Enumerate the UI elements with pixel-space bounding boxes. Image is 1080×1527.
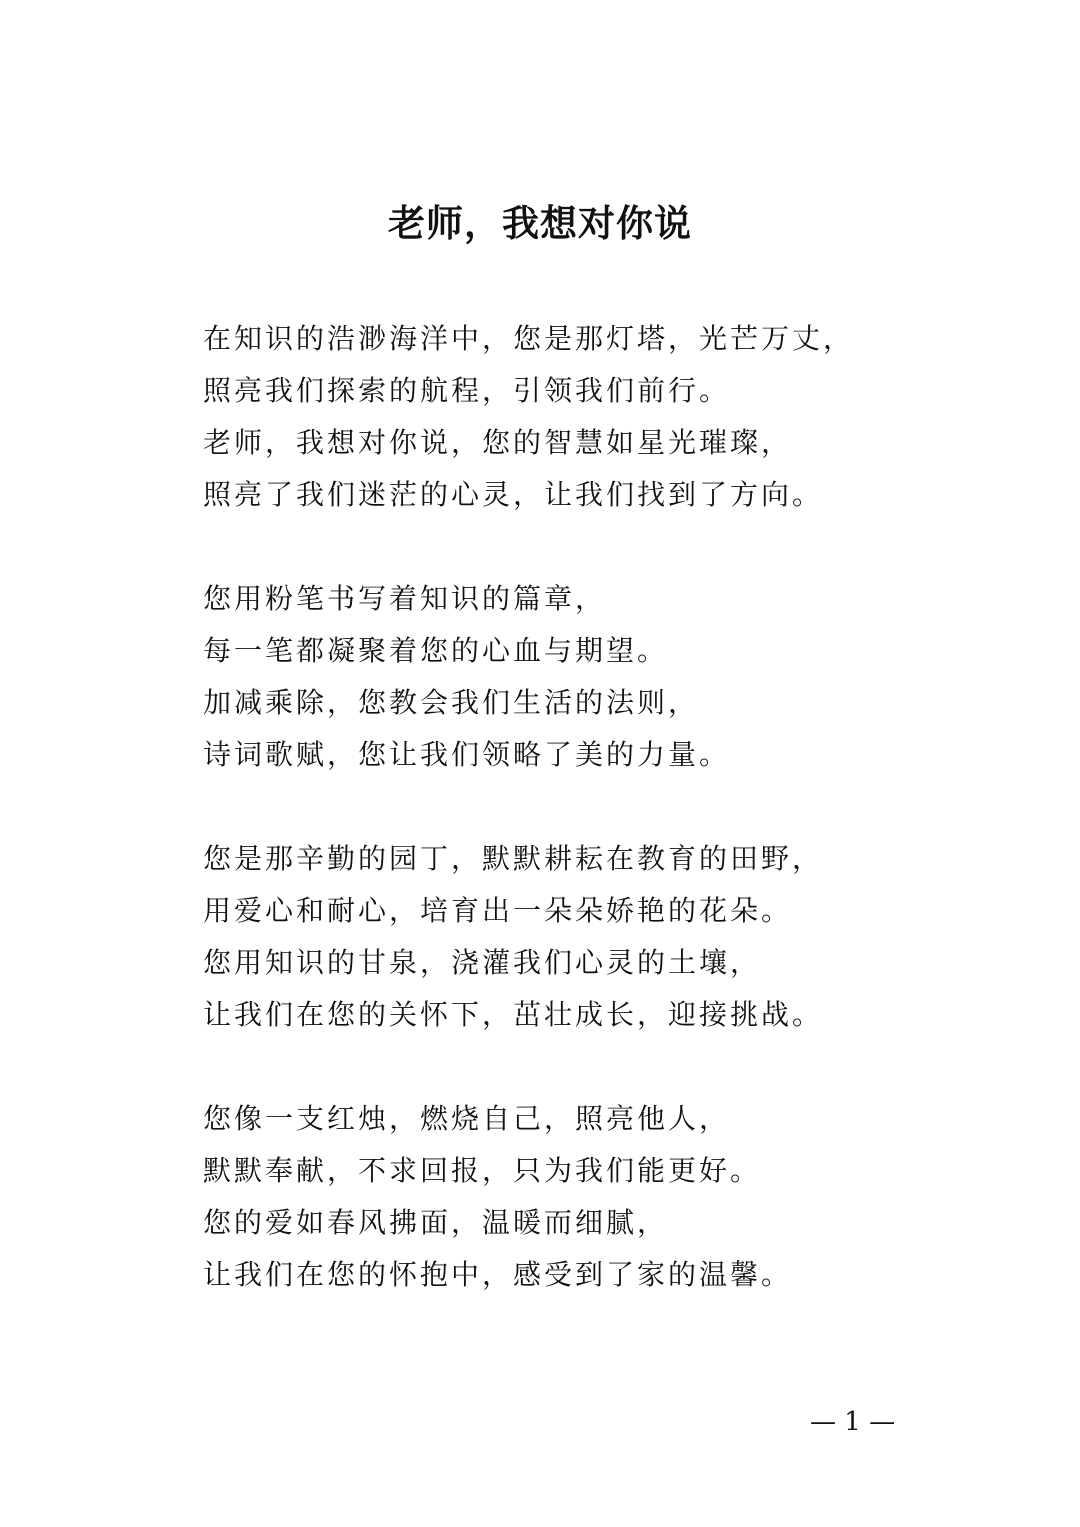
poem-line: 照亮我们探索的航程，引领我们前行。 <box>203 374 731 407</box>
poem-line: 让我们在您的关怀下，茁壮成长，迎接挑战。 <box>203 998 824 1031</box>
stanza-4 <box>203 1093 963 1301</box>
poem-line: 照亮了我们迷茫的心灵，让我们找到了方向。 <box>203 478 824 511</box>
stanza-3 <box>203 833 963 1041</box>
poem-body <box>203 313 963 1353</box>
poem-line: 加减乘除，您教会我们生活的法则， <box>203 686 700 719</box>
poem-line: 您像一支红烛，燃烧自己，照亮他人， <box>203 1102 731 1135</box>
poem-line: 老师，我想对你说，您的智慧如星光璀璨， <box>203 426 793 459</box>
page-number: — 1 — <box>810 1407 896 1437</box>
stanza-1 <box>203 313 963 521</box>
page-title: 老师，我想对你说 <box>388 201 692 245</box>
poem-line: 您用知识的甘泉，浇灌我们心灵的土壤， <box>203 946 762 979</box>
poem-line: 您是那辛勤的园丁，默默耕耘在教育的田野， <box>203 842 824 875</box>
poem-line: 在知识的浩渺海洋中，您是那灯塔，光芒万丈， <box>203 322 855 355</box>
stanza-2 <box>203 573 963 781</box>
poem-line: 默默奉献，不求回报，只为我们能更好。 <box>203 1154 762 1187</box>
poem-line: 让我们在您的怀抱中，感受到了家的温馨。 <box>203 1258 793 1291</box>
poem-line: 用爱心和耐心，培育出一朵朵娇艳的花朵。 <box>203 894 793 927</box>
poem-line: 您的爱如春风拂面，温暖而细腻， <box>203 1206 669 1239</box>
poem-line: 诗词歌赋，您让我们领略了美的力量。 <box>203 738 731 771</box>
poem-line: 您用粉笔书写着知识的篇章， <box>203 582 607 615</box>
poem-line: 每一笔都凝聚着您的心血与期望。 <box>203 634 669 667</box>
